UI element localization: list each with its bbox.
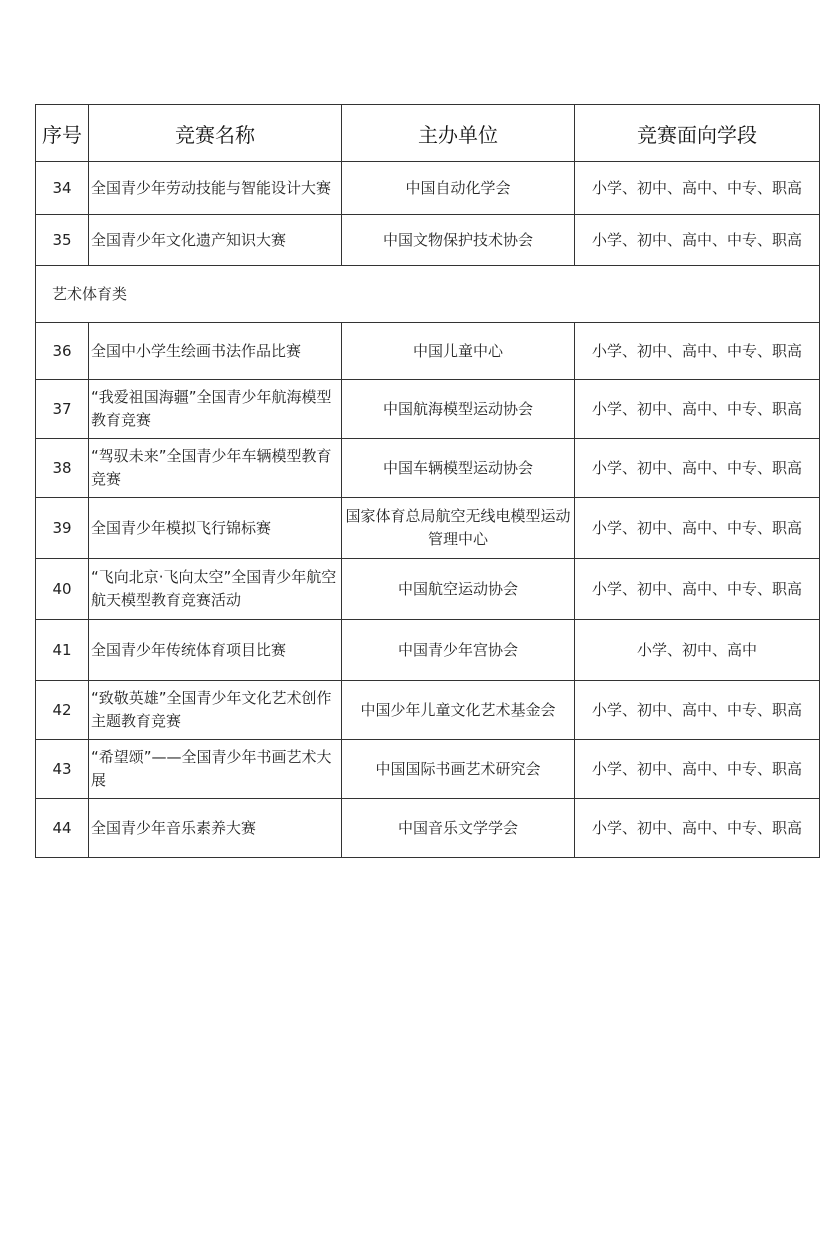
- header-level: 竞赛面向学段: [575, 105, 820, 162]
- row-level: 小学、初中、高中、中专、职高: [575, 162, 820, 215]
- row-num: 43: [36, 740, 89, 799]
- table-row: [36, 380, 820, 439]
- row-num: 36: [36, 323, 89, 380]
- row-level: 小学、初中、高中、中专、职高: [575, 215, 820, 266]
- document-page: [35, 104, 819, 858]
- row-num: 34: [36, 162, 89, 215]
- row-name: “致敬英雄”全国青少年文化艺术创作主题教育竞赛: [89, 681, 342, 740]
- row-org: 中国航海模型运动协会: [342, 380, 575, 439]
- row-level: 小学、初中、高中: [575, 620, 820, 681]
- row-num: 44: [36, 799, 89, 858]
- row-level: 小学、初中、高中、中专、职高: [575, 380, 820, 439]
- row-org: 中国音乐文学学会: [342, 799, 575, 858]
- row-level: 小学、初中、高中、中专、职高: [575, 498, 820, 559]
- row-level: 小学、初中、高中、中专、职高: [575, 439, 820, 498]
- table-row: [36, 681, 820, 740]
- table-row: [36, 740, 820, 799]
- table-row: [36, 162, 820, 215]
- header-name: 竞赛名称: [89, 105, 342, 162]
- row-num: 42: [36, 681, 89, 740]
- table-row: [36, 799, 820, 858]
- row-org: 中国车辆模型运动协会: [342, 439, 575, 498]
- row-level: 小学、初中、高中、中专、职高: [575, 323, 820, 380]
- row-org: 中国青少年宫协会: [342, 620, 575, 681]
- row-name: “飞向北京·飞向太空”全国青少年航空航天模型教育竞赛活动: [89, 559, 342, 620]
- competition-table: [35, 104, 820, 858]
- row-name: “希望颂”——全国青少年书画艺术大展: [89, 740, 342, 799]
- row-name: 全国青少年传统体育项目比赛: [89, 620, 342, 681]
- table-row: [36, 620, 820, 681]
- row-name: 全国青少年音乐素养大赛: [89, 799, 342, 858]
- table-row: [36, 559, 820, 620]
- row-level: 小学、初中、高中、中专、职高: [575, 681, 820, 740]
- category-row: [36, 266, 820, 323]
- category-label: 艺术体育类: [36, 266, 820, 323]
- row-name: 全国青少年劳动技能与智能设计大赛: [89, 162, 342, 215]
- row-org: 中国航空运动协会: [342, 559, 575, 620]
- row-num: 39: [36, 498, 89, 559]
- row-name: 全国中小学生绘画书法作品比赛: [89, 323, 342, 380]
- row-level: 小学、初中、高中、中专、职高: [575, 740, 820, 799]
- row-org: 中国自动化学会: [342, 162, 575, 215]
- row-name: “我爱祖国海疆”全国青少年航海模型教育竞赛: [89, 380, 342, 439]
- row-num: 38: [36, 439, 89, 498]
- row-org: 中国少年儿童文化艺术基金会: [342, 681, 575, 740]
- table-row: [36, 439, 820, 498]
- header-num: 序号: [36, 105, 89, 162]
- row-org: 中国国际书画艺术研究会: [342, 740, 575, 799]
- row-num: 41: [36, 620, 89, 681]
- row-level: 小学、初中、高中、中专、职高: [575, 799, 820, 858]
- row-num: 37: [36, 380, 89, 439]
- row-name: 全国青少年模拟飞行锦标赛: [89, 498, 342, 559]
- row-name: “驾驭未来”全国青少年车辆模型教育竞赛: [89, 439, 342, 498]
- table-row: [36, 498, 820, 559]
- row-org: 中国儿童中心: [342, 323, 575, 380]
- table-row: [36, 323, 820, 380]
- row-num: 40: [36, 559, 89, 620]
- row-org: 中国文物保护技术协会: [342, 215, 575, 266]
- row-name: 全国青少年文化遗产知识大赛: [89, 215, 342, 266]
- table-row: [36, 215, 820, 266]
- header-org: 主办单位: [342, 105, 575, 162]
- row-org: 国家体育总局航空无线电模型运动管理中心: [342, 498, 575, 559]
- row-level: 小学、初中、高中、中专、职高: [575, 559, 820, 620]
- row-num: 35: [36, 215, 89, 266]
- table-header-row: [36, 105, 820, 162]
